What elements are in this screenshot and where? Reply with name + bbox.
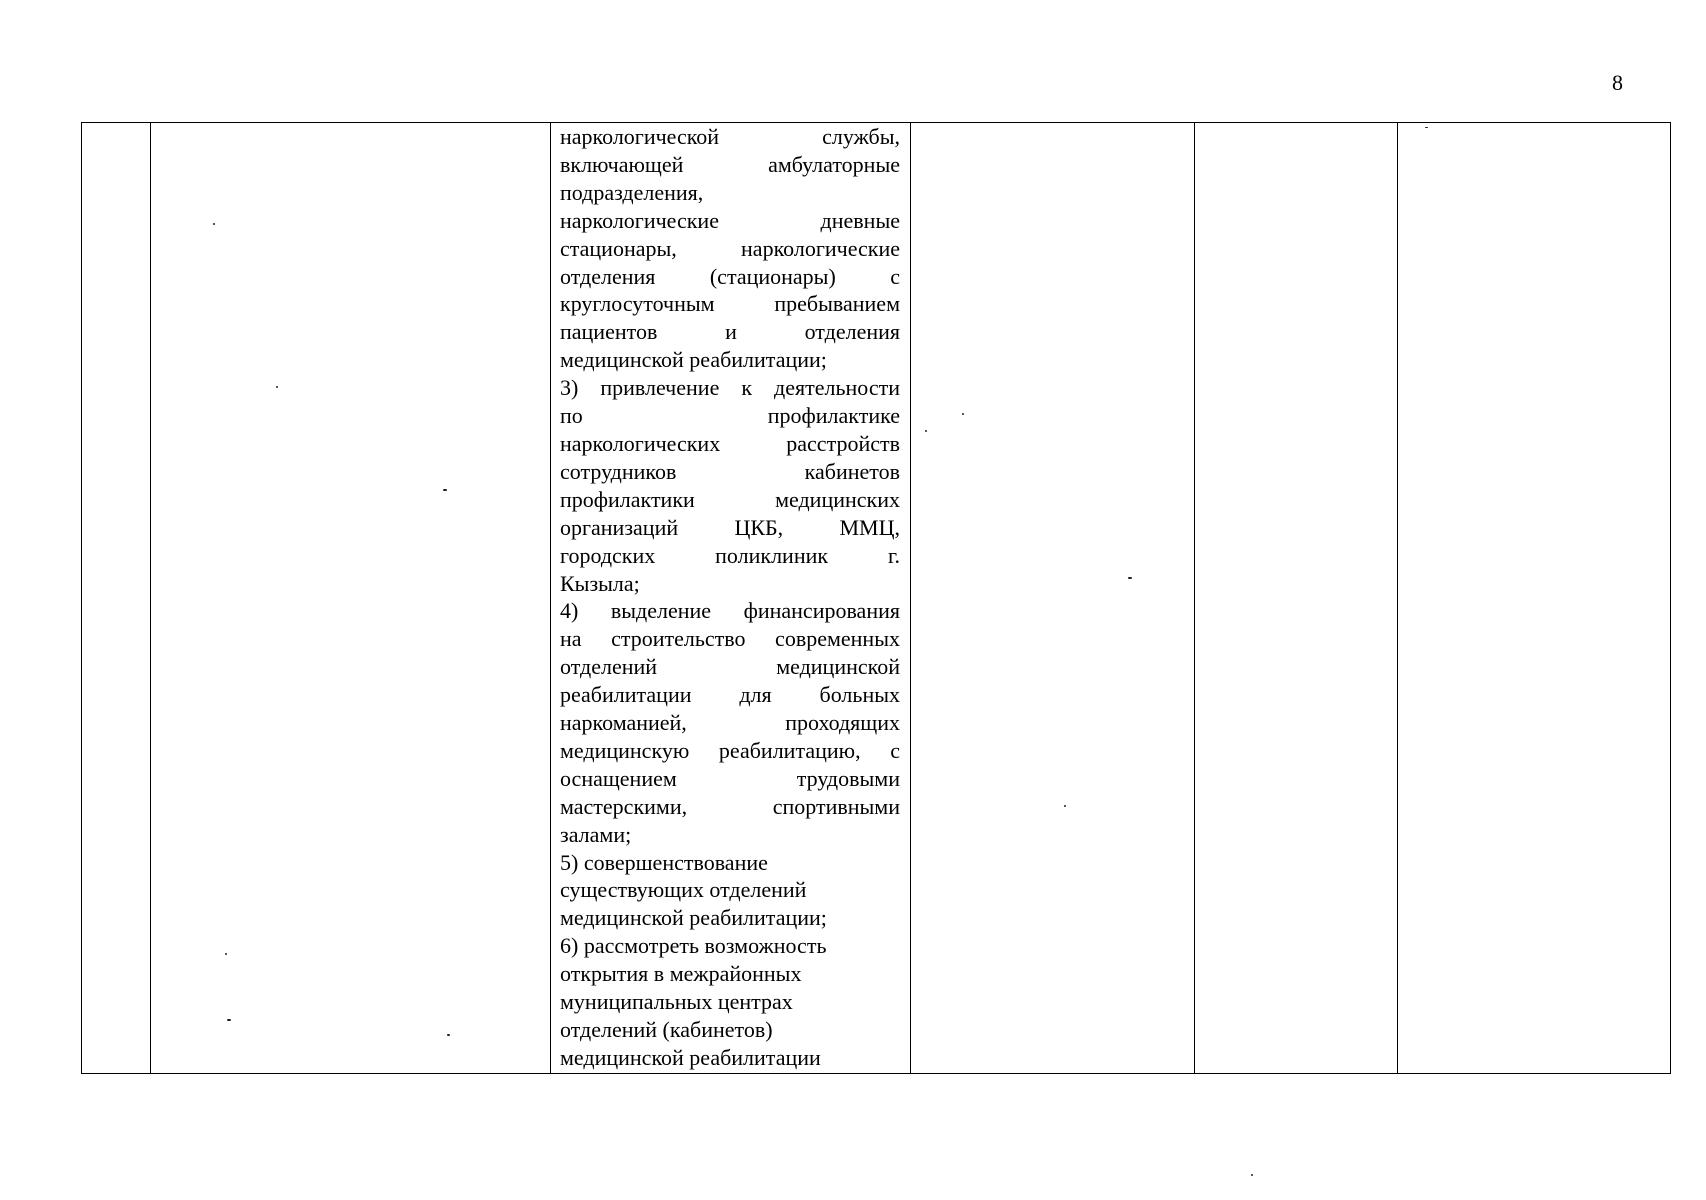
- text-line: 3) привлечение к деятельности: [560, 375, 900, 401]
- scan-speck: [1064, 805, 1066, 807]
- scan-speck: [925, 430, 927, 432]
- text-line: реабилитации для больных: [560, 682, 900, 708]
- table-cell-measures: [551, 123, 911, 1074]
- table-row: [82, 123, 1671, 1074]
- measures-text: [551, 123, 910, 1072]
- text-line: подразделения,: [560, 179, 704, 205]
- text-line: мастерскими, спортивными: [560, 793, 900, 819]
- text-line: отделений (кабинетов): [560, 1017, 773, 1042]
- scan-speck: [962, 413, 964, 415]
- table-cell-4: [911, 123, 1195, 1074]
- text-line: медицинской реабилитации;: [560, 347, 827, 373]
- text-line: муниципальных центрах: [560, 989, 793, 1015]
- scan-speck: [443, 489, 447, 491]
- text-line: Кызыла;: [560, 570, 640, 596]
- table-cell-name: [151, 123, 551, 1074]
- text-line: профилактики медицинских: [560, 486, 900, 512]
- measures-paragraph: [560, 123, 900, 1072]
- text-line: открытия в межрайонных: [560, 961, 802, 987]
- scan-speck: [1128, 577, 1132, 579]
- text-line: включающей амбулаторные: [560, 151, 900, 177]
- scan-speck: [1251, 1174, 1253, 1176]
- table-cell-number: [82, 123, 151, 1074]
- text-line: наркологических расстройств: [560, 430, 900, 456]
- text-line: круглосуточным пребыванием: [560, 291, 900, 317]
- text-line: существующих отделений: [560, 877, 807, 903]
- text-line: пациентов и отделения: [560, 319, 900, 345]
- text-line: медицинской реабилитации;: [560, 905, 827, 931]
- text-line: залами;: [560, 821, 632, 847]
- page-number: 8: [1612, 70, 1623, 95]
- text-line: стационары, наркологические: [560, 235, 900, 261]
- scan-speck: [276, 386, 278, 388]
- scan-speck: [225, 953, 227, 955]
- text-line: медицинскую реабилитацию, с: [560, 737, 900, 763]
- text-line: наркоманией, проходящих: [560, 710, 900, 736]
- text-line: 6) рассмотреть возможность: [560, 933, 827, 959]
- text-line: 5) совершенствование: [560, 849, 768, 875]
- text-line: городских поликлиник г.: [560, 542, 900, 568]
- text-line: сотрудников кабинетов: [560, 458, 900, 484]
- scan-speck: [447, 1034, 450, 1036]
- text-line: организаций ЦКБ, ММЦ,: [560, 514, 900, 540]
- text-line: отделений медицинской: [560, 654, 900, 680]
- text-line: наркологической службы,: [560, 124, 900, 149]
- text-line: наркологические дневные: [560, 207, 900, 233]
- text-line: медицинской реабилитации: [560, 1044, 821, 1070]
- scan-speck: [213, 223, 215, 225]
- scan-speck: [1425, 127, 1428, 128]
- table-cell-5: [1195, 123, 1398, 1074]
- text-line: 4) выделение финансирования: [560, 598, 900, 624]
- scan-speck: [227, 1019, 231, 1021]
- text-line: на строительство современных: [560, 626, 900, 652]
- text-line: по профилактике: [560, 403, 900, 429]
- text-line: оснащением трудовыми: [560, 765, 900, 791]
- document-table: [81, 122, 1671, 1074]
- text-line: отделения (стационары) с: [560, 263, 900, 289]
- table-cell-6: [1398, 123, 1671, 1074]
